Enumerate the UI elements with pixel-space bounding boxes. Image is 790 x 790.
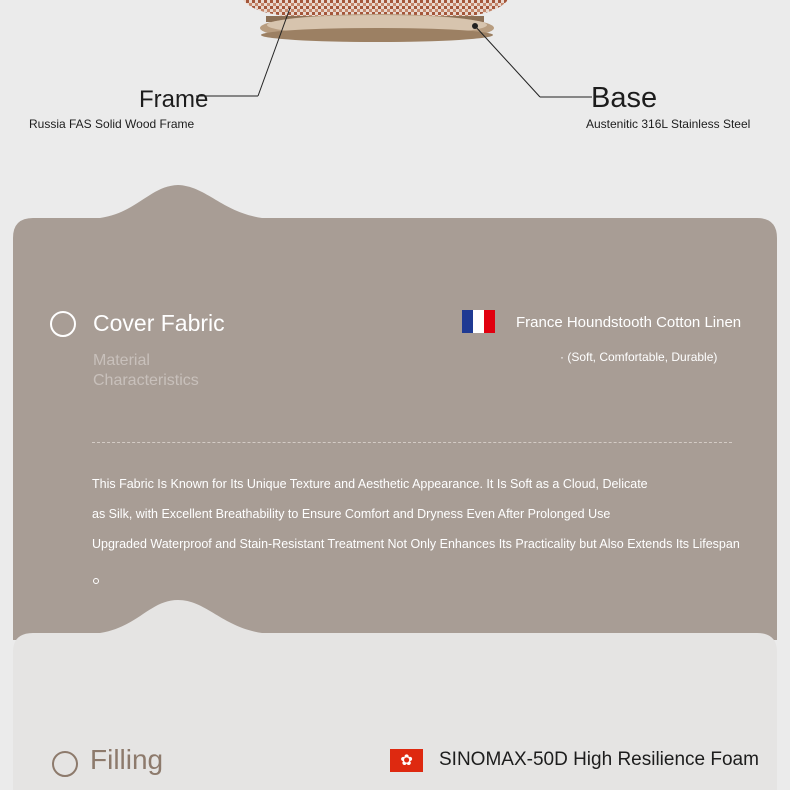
description-line-3: Upgraded Waterproof and Stain-Resistant Treatment Not Only Enhances Its Practicality but Also Extends Its Lifespan <box>92 537 740 551</box>
description-line-1: This Fabric Is Known for Its Unique Texture and Aesthetic Appearance. It Is Soft as a Cloud, Delicate <box>92 477 648 491</box>
cover-material-properties: · (Soft, Comfortable, Durable) <box>560 350 718 364</box>
filling-section-circle-icon <box>52 751 78 777</box>
frame-subtitle: Russia FAS Solid Wood Frame <box>29 117 195 131</box>
cover-material-name: France Houndstooth Cotton Linen <box>516 314 742 331</box>
list-bullet-icon <box>93 578 99 584</box>
frame-title: Frame <box>139 86 209 113</box>
france-flag-icon <box>462 310 495 333</box>
cover-section-circle-icon <box>50 311 76 337</box>
bauhinia-icon: ✿ <box>400 752 413 769</box>
description-line-2: as Silk, with Excellent Breathability to Ensure Comfort and Dryness Even After Prolonged Use <box>92 507 611 521</box>
cover-fabric-title: Cover Fabric <box>93 310 225 336</box>
cover-fabric-subtitle: Material Characteristics <box>93 352 199 389</box>
hongkong-flag-icon <box>390 749 423 772</box>
filling-title: Filling <box>90 744 164 775</box>
cover-divider <box>92 442 732 443</box>
base-subtitle: Austenitic 316L Stainless Steel <box>586 117 751 131</box>
filling-material-name: SINOMAX-50D High Resilience Foam <box>439 749 759 770</box>
cover-fabric-panel <box>13 185 777 640</box>
base-title: Base <box>591 82 658 114</box>
